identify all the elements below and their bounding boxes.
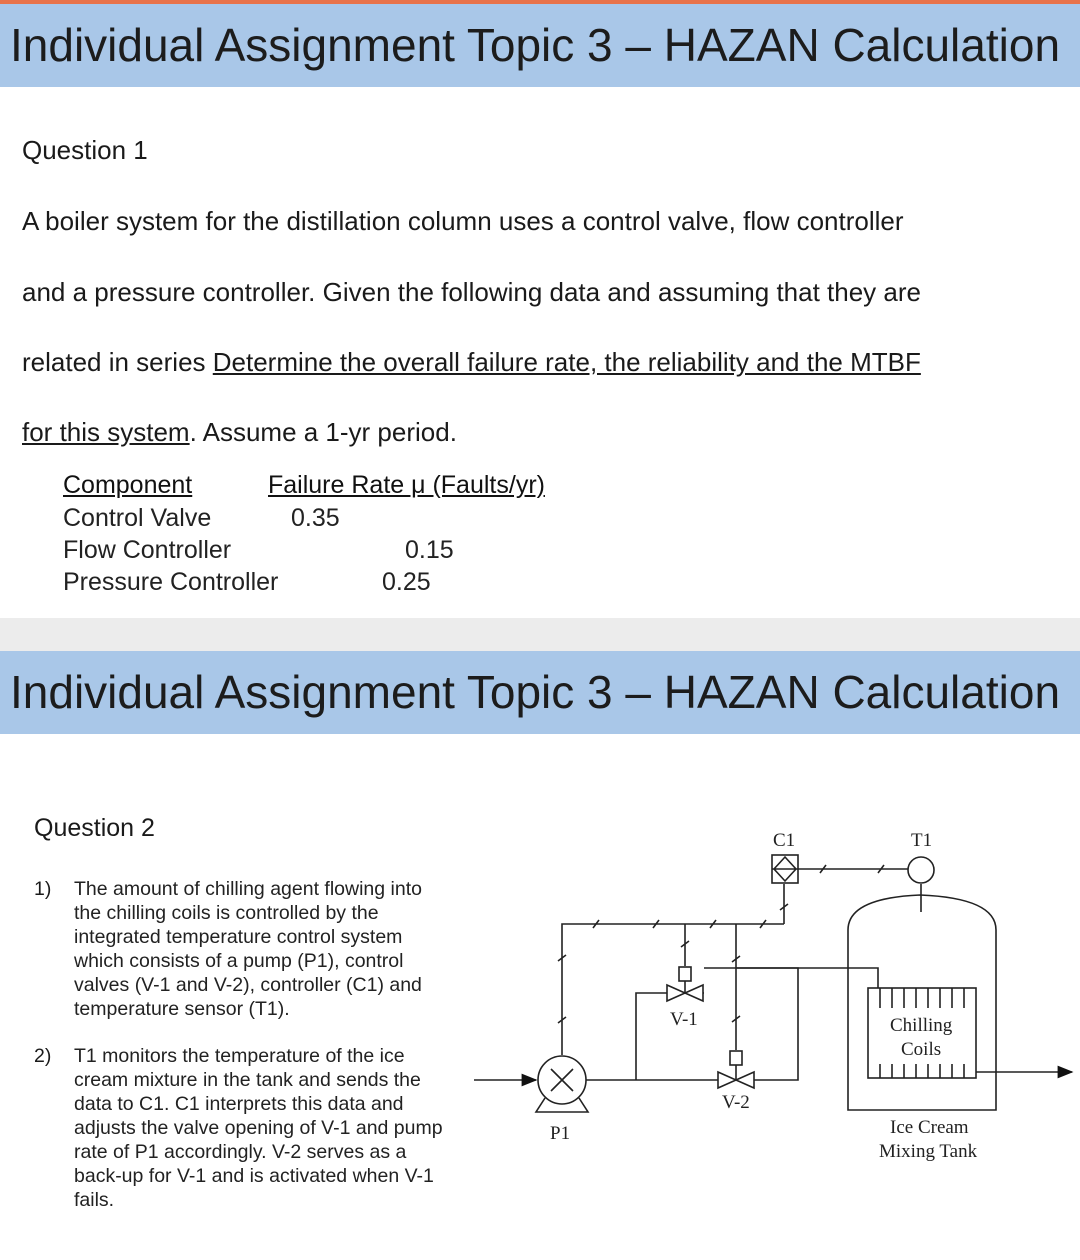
item-line: The amount of chilling agent flowing into: [74, 878, 422, 900]
question-1-text: related in series: [22, 347, 213, 377]
item-line: the chilling coils is controlled by the: [74, 902, 379, 924]
label-coils: Coils: [901, 1039, 942, 1060]
question-2-title: Question 2: [34, 814, 155, 842]
label-c1: C1: [773, 830, 796, 851]
label-v2: V-2: [722, 1092, 750, 1113]
label-t1: T1: [911, 830, 933, 851]
table-cell-component: Flow Controller: [63, 536, 232, 564]
valve1-pipe: [636, 993, 704, 1080]
item-line: back-up for V-1 and is activated when V-1: [74, 1165, 434, 1187]
label-mixing-tank: Mixing Tank: [879, 1141, 978, 1162]
page-title-banner: Individual Assignment Topic 3 – HAZAN Calculation: [0, 4, 1080, 87]
item-line: T1 monitors the temperature of the ice: [74, 1045, 405, 1067]
question-1-task: Determine the overall failure rate, the reliability and the MTBF: [212, 347, 921, 377]
item-line: rate of P1 accordingly. V-2 serves as a: [74, 1141, 407, 1163]
signal-ticks: [558, 865, 884, 1023]
label-p1: P1: [550, 1123, 571, 1144]
item-line: temperature sensor (T1).: [74, 998, 290, 1020]
table-cell-rate: 0.25: [382, 568, 431, 596]
question-1-line: and a pressure controller. Given the following data and assuming that they are: [22, 277, 921, 307]
process-diagram: [460, 815, 1075, 1195]
item-number: 1): [34, 878, 52, 900]
table-cell-component: Pressure Controller: [63, 568, 279, 596]
item-line: fails.: [74, 1189, 115, 1211]
question-1-line: [22, 417, 457, 448]
page-title-banner: Individual Assignment Topic 3 – HAZAN Calculation: [0, 651, 1080, 734]
item-line: adjusts the valve opening of V-1 and pump: [74, 1117, 443, 1139]
label-v1: V-1: [670, 1009, 698, 1030]
table-cell-rate: 0.15: [405, 536, 454, 564]
item-line: which consists of a pump (P1), control: [74, 950, 404, 972]
table-header-failure-rate: Failure Rate μ (Faults/yr): [268, 471, 545, 499]
item-line: integrated temperature control system: [74, 926, 403, 948]
table-cell-rate: 0.35: [291, 504, 340, 532]
item-line: data to C1. C1 interprets this data and: [74, 1093, 404, 1115]
sensor-t1: [908, 857, 934, 883]
table-cell-component: Control Valve: [63, 504, 212, 532]
item-line: cream mixture in the tank and sends the: [74, 1069, 421, 1091]
coil-feed-line: [704, 968, 878, 988]
question-2-item: [74, 877, 422, 1021]
question-1-line: A boiler system for the distillation column uses a control valve, flow controller: [22, 206, 904, 236]
label-chilling: Chilling: [890, 1015, 953, 1036]
item-number: 2): [34, 1045, 52, 1067]
question-1-title: Question 1: [22, 135, 148, 165]
question-1-line: [22, 347, 921, 378]
question-1-task: for this system: [22, 417, 190, 447]
question-2-item: [74, 1044, 443, 1212]
table-header-component: Component: [63, 471, 193, 499]
slide-separator: [0, 618, 1080, 651]
label-ice-cream: Ice Cream: [890, 1117, 969, 1138]
item-line: valves (V-1 and V-2), controller (C1) and: [74, 974, 422, 996]
question-1-text: . Assume a 1-yr period.: [189, 417, 457, 447]
